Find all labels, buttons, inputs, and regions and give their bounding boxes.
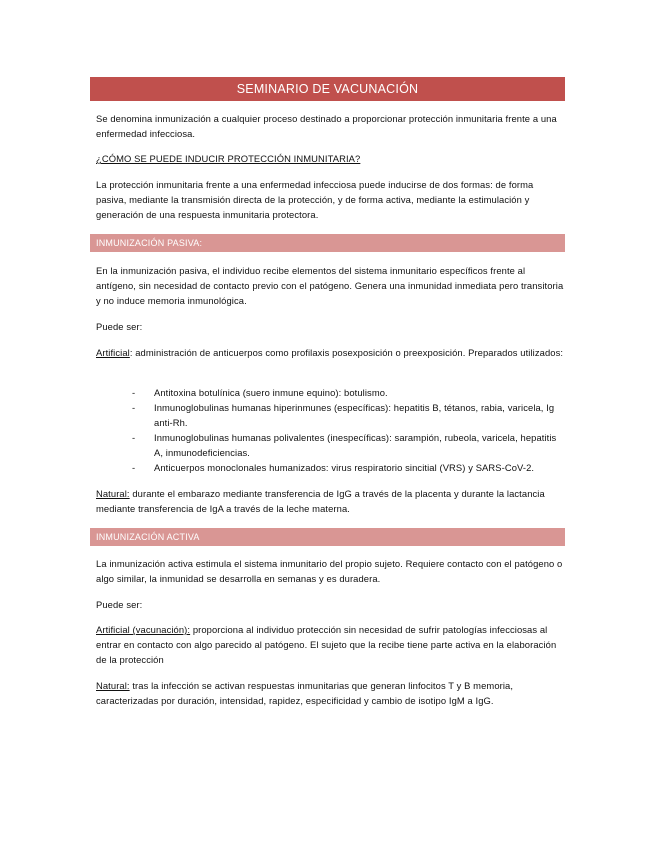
passive-puede-ser: Puede ser: [96, 321, 143, 332]
list-item-text: Anticuerpos monoclonales humanizados: virus respiratorio sincitial (VRS) y SARS-CoV-2. [154, 462, 535, 473]
list-item-text: Antitoxina botulínica (suero inmune equino): botulismo. [154, 387, 388, 398]
list-item [132, 430, 562, 460]
active-description: La inmunización activa estimula el sistema inmunitario del propio sujeto. Requiere contacto con el patógeno o algo similar, la inmunidad se desarrolla en semanas y es duradera. [96, 558, 563, 584]
passive-description: En la inmunización pasiva, el individuo recibe elementos del sistema inmunitario específicos frente al antígeno, sin necesidad de contacto previo con el patógeno. Genera una inmunidad inmediata pero transitoria y no induce memoria inmunológica. [96, 265, 564, 306]
list-dash: - [132, 402, 136, 413]
list-dash: - [132, 462, 136, 473]
list-item-text: Inmunoglobulinas humanas polivalentes (inespecíficas): sarampión, rubeola, varicela, hepatitis A, inmunodeficiencias. [154, 432, 557, 458]
passive-artificial-text: : administración de anticuerpos como profilaxis posexposición o preexposición. Preparados utilizados: [129, 347, 564, 358]
list-item [132, 460, 562, 475]
passive-artificial-label: Artificial [96, 347, 130, 358]
list-item [132, 400, 562, 430]
question-answer-paragraph: La protección inmunitaria frente a una enfermedad infecciosa puede inducirse de dos formas: de forma pasiva, mediante la transmisión directa de la protección, y de forma activa, mediante la estimulación y generación de una respuesta inmunitaria protectora. [96, 179, 534, 220]
question-heading: ¿CÓMO SE PUEDE INDUCIR PROTECCIÓN INMUNITARIA? [96, 153, 361, 164]
list-dash: - [132, 387, 136, 398]
document-title: SEMINARIO DE VACUNACIÓN [90, 77, 565, 101]
active-natural-text: tras la infección se activan respuestas inmunitarias que generan linfocitos T y B memoria, caracterizadas por duración, intensidad, rapidez, especificidad y cambio de isotipo IgM a IgG. [96, 680, 514, 706]
active-natural-label: Natural: [96, 680, 130, 691]
passive-natural-text: durante el embarazo mediante transferencia de IgG a través de la placenta y durante la lactancia mediante transferencia de IgA a través de la leche materna. [96, 488, 545, 514]
active-artificial-label: Artificial (vacunación): [96, 624, 191, 635]
passive-natural-paragraph [96, 486, 564, 516]
intro-paragraph: Se denomina inmunización a cualquier proceso destinado a proporcionar protección inmunitaria frente a una enfermedad infecciosa. [96, 113, 557, 139]
list-item-text: Inmunoglobulinas humanas hiperinmunes (específicas): hepatitis B, tétanos, rabia, varicela, Ig anti-Rh. [154, 402, 555, 428]
passive-artificial-paragraph [96, 345, 564, 360]
list-item [132, 385, 562, 400]
active-natural-paragraph [96, 678, 564, 708]
active-puede-ser: Puede ser: [96, 599, 143, 610]
section-header-active: INMUNIZACIÓN ACTIVA [90, 528, 565, 546]
active-artificial-paragraph [96, 622, 564, 667]
section-header-passive: INMUNIZACIÓN PASIVA: [90, 234, 565, 252]
passive-preparations-list [132, 385, 562, 475]
active-artificial-text: proporciona al individuo protección sin necesidad de sufrir patologías infecciosas al entrar en contacto con algo parecido al patógeno. El sujeto que la recibe tiene parte activa en la elaboración de la protección [96, 624, 557, 665]
passive-natural-label: Natural: [96, 488, 130, 499]
list-dash: - [132, 432, 136, 443]
